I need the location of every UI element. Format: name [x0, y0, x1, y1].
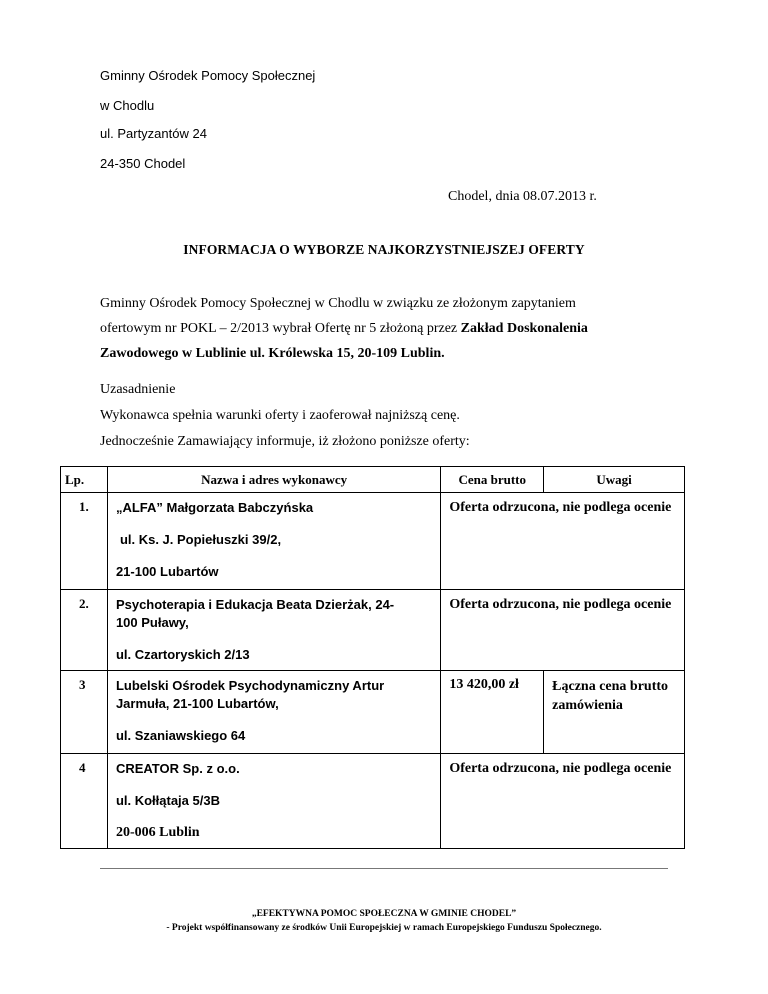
row-status: Oferta odrzucona, nie podlega ocenie — [441, 754, 685, 849]
row-status: Oferta odrzucona, nie podlega ocenie — [441, 493, 685, 590]
contractor-line: 21-100 Lubartów — [115, 564, 219, 579]
justification-heading: Uzasadnienie — [100, 382, 176, 397]
row-lp: 1. — [61, 493, 108, 590]
sender-name: Gminny Ośrodek Pomocy Społecznej — [100, 68, 316, 83]
header-lp: Lp. — [61, 467, 108, 493]
contractor-name: Zakład Doskonalenia — [460, 321, 588, 336]
row-name — [107, 671, 440, 754]
table-header-row — [61, 467, 685, 493]
footer-divider — [100, 868, 668, 869]
row-status: Oferta odrzucona, nie podlega ocenie — [441, 590, 685, 671]
contractor-line: ul. Ks. J. Popiełuszki 39/2, — [119, 532, 282, 547]
document-title: INFORMACJA O WYBORZE NAJKORZYSTNIEJSZEJ OFERTY — [183, 242, 585, 257]
contractor-line: ul. Kołłątaja 5/3B — [115, 793, 220, 808]
contractor-line: Lubelski Ośrodek Psychodynamiczny Artur — [115, 678, 385, 693]
row-price: 13 420,00 zł — [441, 671, 544, 754]
sender-street: ul. Partyzantów 24 — [100, 126, 207, 141]
footer-funding-note: - Projekt współfinansowany ze środków Unii Europejskiej w ramach Europejskiego Funduszu Społecznego. — [166, 923, 602, 933]
intro-line-2-text: ofertowym nr POKL – 2/2013 wybrał Ofertę nr 5 złożoną przez — [100, 321, 461, 336]
contractor-line: 20-006 Lublin — [115, 825, 200, 840]
contractor-line: ul. Szaniawskiego 64 — [115, 728, 246, 743]
justification-text: Wykonawca spełnia warunki oferty i zaoferował najniższą cenę. — [100, 408, 460, 423]
table-row — [61, 754, 685, 849]
row-lp: 2. — [61, 590, 108, 671]
contractor-line: CREATOR Sp. z o.o. — [115, 761, 240, 776]
row-lp: 3 — [61, 671, 108, 754]
header-notes: Uwagi — [544, 467, 685, 493]
row-name — [107, 754, 440, 849]
contractor-line: Jarmuła, 21-100 Lubartów, — [115, 696, 279, 711]
offers-intro: Jednocześnie Zamawiający informuje, iż złożono poniższe oferty: — [100, 434, 470, 449]
row-name — [107, 493, 440, 590]
table-row — [61, 590, 685, 671]
intro-line-3: Zawodowego w Lublinie ul. Królewska 15, 20-109 Lublin. — [100, 346, 445, 361]
header-name: Nazwa i adres wykonawcy — [107, 467, 440, 493]
table-row — [61, 493, 685, 590]
document-date: Chodel, dnia 08.07.2013 r. — [448, 189, 597, 204]
sender-postal: 24-350 Chodel — [100, 156, 186, 171]
contractor-line: 100 Puławy, — [115, 615, 189, 630]
contractor-line: ul. Czartoryskich 2/13 — [115, 647, 250, 662]
row-lp: 4 — [61, 754, 108, 849]
row-name — [107, 590, 440, 671]
intro-line-1: Gminny Ośrodek Pomocy Społecznej w Chodlu w związku ze złożonym zapytaniem — [100, 296, 576, 311]
sender-locality: w Chodlu — [100, 98, 155, 113]
offers-table — [60, 466, 685, 849]
contractor-line: „ALFA” Małgorzata Babczyńska — [115, 500, 314, 515]
contractor-line: Psychoterapia i Edukacja Beata Dzierżak, 24- — [115, 597, 395, 612]
row-note: Łączna cena brutto zamówienia — [544, 671, 685, 754]
intro-line-2 — [100, 316, 588, 341]
footer-project-name: „EFEKTYWNA POMOC SPOŁECZNA W GMINIE CHODEL” — [251, 909, 517, 919]
header-price: Cena brutto — [441, 467, 544, 493]
table-row — [61, 671, 685, 754]
